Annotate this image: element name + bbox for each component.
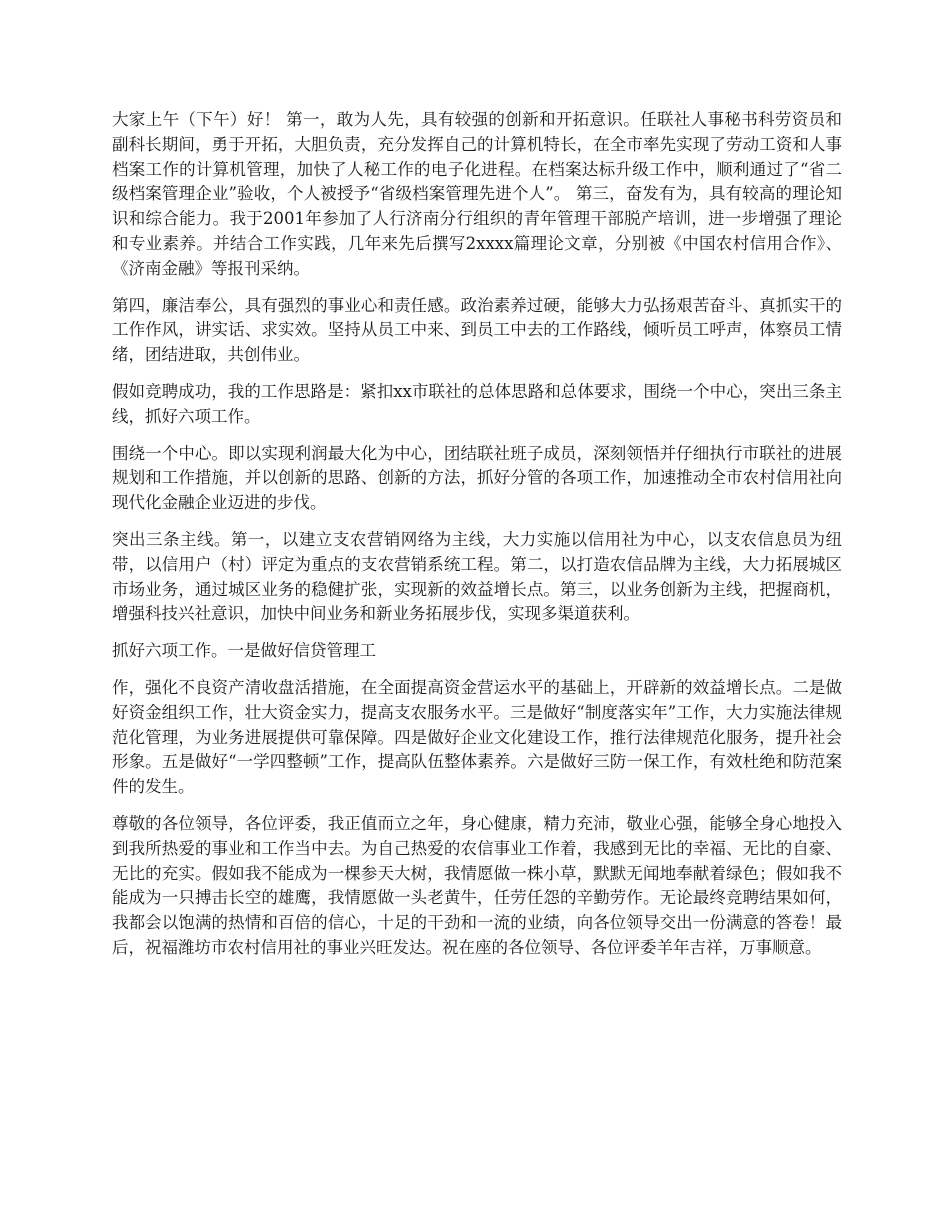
paragraph-fourth-point: 第四，廉洁奉公，具有强烈的事业心和责任感。政治素养过硬，能够大力弘扬艰苦奋斗、真抓实干的工作作风，讲实话、求实效。坚持从员工中来、到员工中去的工作路线，倾听员工呼声，体察员工情绪，团结进取，共创伟业。 [112,295,842,365]
paragraph-opening: 大家上午（下午）好！ 第一，敢为人先，具有较强的创新和开拓意识。任联社人事秘书科劳资员和副科长期间，勇于开拓，大胆负责，充分发挥自己的计算机特长，在全市率先实现了劳动工资和人事档案工作的计算机管理，加快了人秘工作的电子化进程。在档案达标升级工作中，顺利通过了“省二级档案管理企业”验收，个人被授予“省级档案管理先进个人”。 第三，奋发有为，具有较高的理论知识和综合能力。我于2001年参加了人行济南分行组织的青年管理干部脱产培训，进一步增强了理论和专业素养。并结合工作实践，几年来先后撰写2xxxx篇理论文章，分别被《中国农村信用合作》、《济南金融》等报刊采纳。 [112,110,842,278]
paragraph-closing: 尊敬的各位领导，各位评委，我正值而立之年，身心健康，精力充沛，敬业心强，能够全身心地投入到我所热爱的事业和工作当中去。为自己热爱的农信事业工作着，我感到无比的幸福、无比的自豪、无比的充实。假如我不能成为一棵参天大树，我情愿做一株小草，默默无闻地奉献着绿色；假如我不能成为一只搏击长空的雄鹰，我情愿做一头老黄牛，任劳任怨的辛勤劳作。无论最终竞聘结果如何，我都会以饱满的热情和百倍的信心，十足的干劲和一流的业绩，向各位领导交出一份满意的答卷！最后，祝福潍坊市农村信用社的事业兴旺发达。祝在座的各位领导、各位评委羊年吉祥，万事顺意。 [112,813,842,957]
paragraph-six-tasks-intro: 抓好六项工作。一是做好信贷管理工 [112,641,376,661]
paragraph-three-lines: 突出三条主线。第一，以建立支农营销网络为主线，大力实施以信用社为中心，以支农信息员为纽带，以信用户（村）评定为重点的支农营销系统工程。第二，以打造农信品牌为主线，大力拓展城区市场业务，通过城区业务的稳健扩张，实现新的效益增长点。第三，以业务创新为主线，把握商机，增强科技兴社意识，加快中间业务和新业务拓展步伐，实现多渠道获利。 [112,529,842,624]
paragraph-one-center: 围绕一个中心。即以实现利润最大化为中心，团结联社班子成员，深刻领悟并仔细执行市联社的进展规划和工作措施，并以创新的思路、创新的方法，抓好分管的各项工作，加速推动全市农村信用社向现代化金融企业迈进的步伐。 [112,443,842,513]
paragraph-six-tasks-detail: 作，强化不良资产清收盘活措施，在全面提高资金营运水平的基础上，开辟新的效益增长点。二是做好资金组织工作，壮大资金实力，提高支农服务水平。三是做好“制度落实年”工作，大力实施法律规范化管理，为业务进展提供可靠保障。四是做好企业文化建设工作，推行法律规范化服务，提升社会形象。五是做好“一学四整顿”工作，提高队伍整体素养。六是做好三防一保工作，有效杜绝和防范案件的发生。 [112,677,842,797]
paragraph-work-plan: 假如竞聘成功，我的工作思路是：紧扣xx市联社的总体思路和总体要求，围绕一个中心，突出三条主线，抓好六项工作。 [112,381,842,426]
document-body [112,108,842,973]
